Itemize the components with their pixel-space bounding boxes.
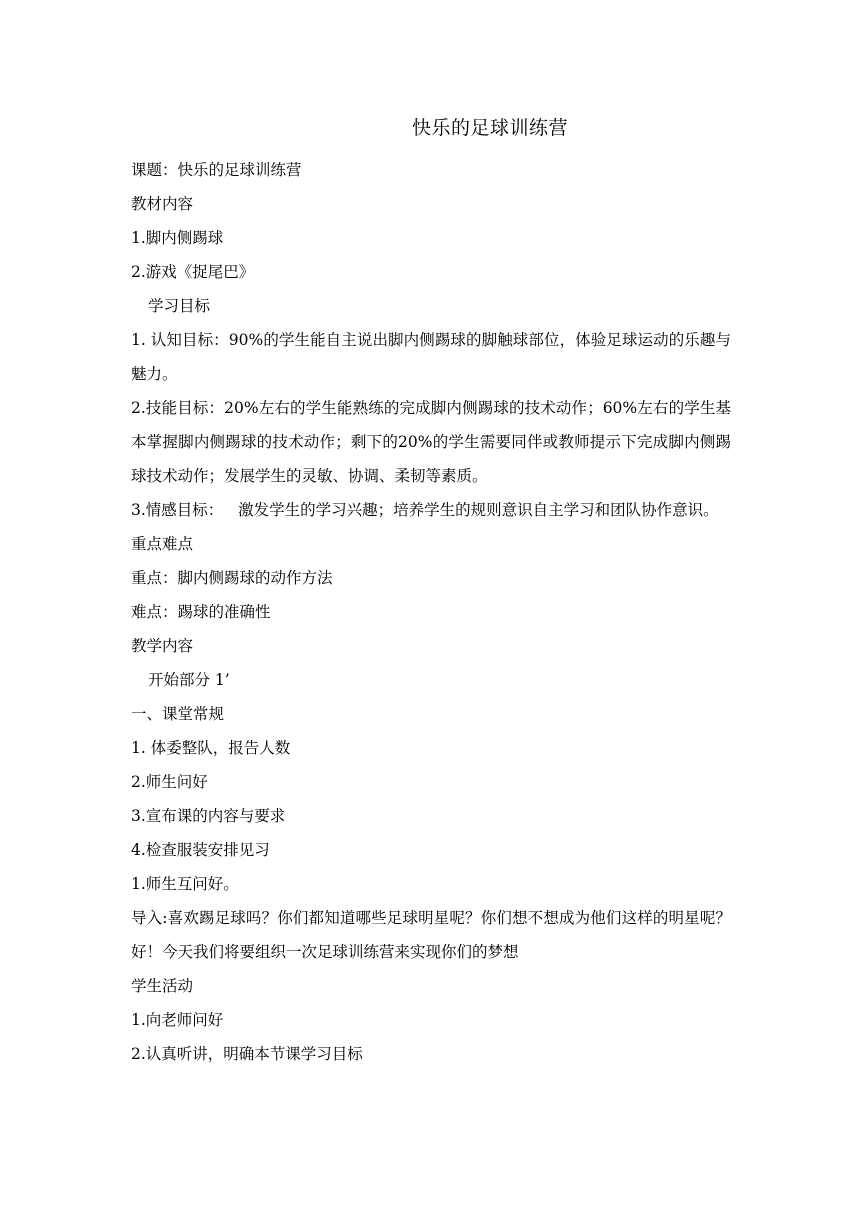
material-item-2: 2.游戏《捉尾巴》 [131,263,255,281]
start-section-heading: 开始部分 1’ [148,671,230,689]
document-body [131,153,731,1071]
section-heading-key-points: 重点难点 [131,535,194,553]
document-title: 快乐的足球训练营 [411,117,568,139]
topic-line: 课题：快乐的足球训练营 [131,161,302,179]
objective-skill: 2.技能目标：20%左右的学生能熟练的完成脚内侧踢球的技术动作；60%左右的学生基本掌握脚内侧踢球的技术动作；剩下的20%的学生需要同伴或教师提示下完成脚内侧踢球技术动作；发展学生的灵敏、协调、柔韧等素质。 [131,399,731,485]
introduction-paragraph: 导入:喜欢踢足球吗？你们都知道哪些足球明星呢？你们想不想成为他们这样的明星呢？好！今天我们将要组织一次足球训练营来实现你们的梦想 [131,909,731,961]
routine-heading: 一、课堂常规 [131,705,225,723]
section-heading-student-activity: 学生活动 [131,977,194,995]
section-heading-objectives: 学习目标 [148,297,211,315]
student-activity-1: 1.向老师问好 [131,1011,224,1029]
routine-item-4: 4.检查服装安排见习 [131,841,270,859]
routine-item-2: 2.师生问好 [131,773,208,791]
key-point: 重点：脚内侧踢球的动作方法 [131,569,333,587]
difficult-point: 难点：踢球的准确性 [131,603,271,621]
teacher-activity-1: 1.师生互问好。 [131,875,239,893]
section-heading-content: 教学内容 [131,637,194,655]
objective-affective: 3.情感目标： 激发学生的学习兴趣；培养学生的规则意识自主学习和团队协作意识。 [131,501,719,519]
section-heading-materials: 教材内容 [131,195,194,213]
objective-cognitive: 1. 认知目标：90%的学生能自主说出脚内侧踢球的脚触球部位，体验足球运动的乐趣与魅力。 [131,331,731,383]
student-activity-2: 2.认真听讲，明确本节课学习目标 [131,1045,363,1063]
routine-item-3: 3.宣布课的内容与要求 [131,807,286,825]
material-item-1: 1.脚内侧踢球 [131,229,224,247]
routine-item-1: 1. 体委整队，报告人数 [131,739,291,757]
